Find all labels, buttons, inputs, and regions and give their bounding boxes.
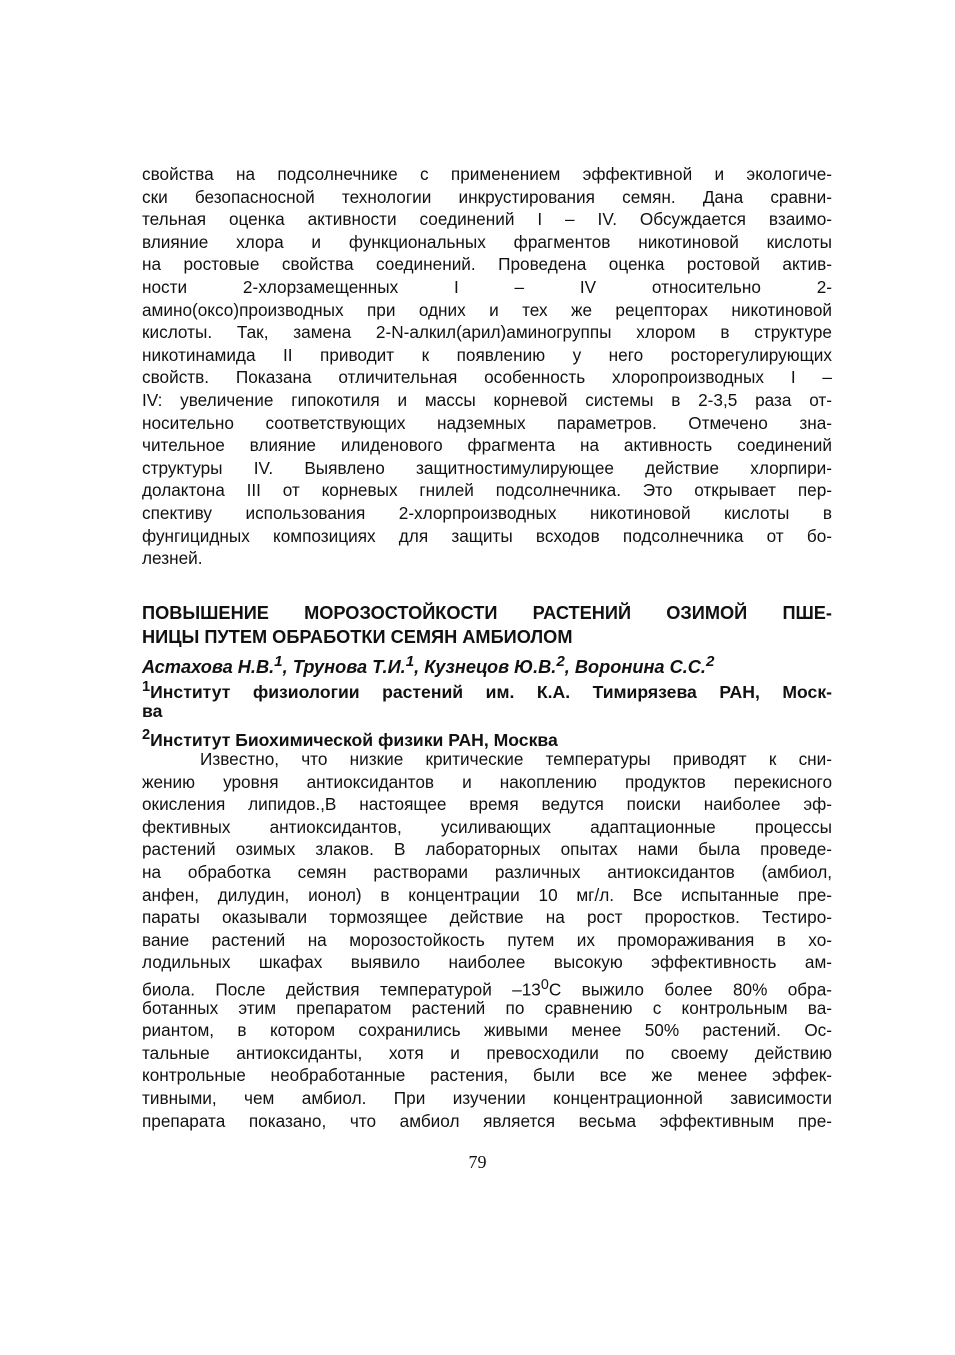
text-line: свойства на подсолнечнике с применением эффективной и экологиче- <box>142 164 832 184</box>
text-line: кислоты. Так, замена 2-N-алкил(арил)аминогруппы хлором в структуре <box>142 322 832 343</box>
affiliation-line: ва <box>142 700 163 721</box>
text-line: ботанных этим препаратом растений по сравнению с контрольным ва- <box>142 997 832 1018</box>
text-line: окисления липидов.,В настоящее время ведутся поиски наиболее эф- <box>142 794 832 815</box>
author-name: Астахова Н.В. <box>142 657 275 678</box>
text-line: Известно, что низкие критические температуры приводят к сни- <box>200 749 832 769</box>
text-line: IV: увеличение гипокотиля и массы корневой системы в 2-3,5 раза от- <box>142 389 832 410</box>
page-number: 79 <box>468 1152 487 1172</box>
text-line: носительно соответствующих надземных параметров. Отмечено зна- <box>142 412 832 433</box>
text-line: анфен, дилудин, ионол) в концентрации 10 мг/л. Все испытанные пре- <box>142 884 832 905</box>
text-line: ности 2-хлорзамещенных I – IV относительно 2- <box>142 276 832 297</box>
affiliation-mark: 1 <box>142 679 151 695</box>
affiliation-line: $^2$Институт Биохимической физики РАН, Москва <box>142 727 558 750</box>
text-line: влияние хлора и функциональных фрагментов никотиновой кислоты <box>142 231 832 252</box>
text-line: ски безопасносной технологии инкрустирования семян. Дана сравни- <box>142 186 832 207</box>
text-line: вание растений на морозостойкость путем их промораживания в хо- <box>142 929 832 950</box>
affiliation-mark: 2 <box>556 653 565 670</box>
affiliation-mark: 1 <box>405 653 415 670</box>
text-line: на ростовые свойства соединений. Проведена оценка ростовой актив- <box>142 254 832 275</box>
text-line: чительное влияние илиденового фрагмента на активность соединений <box>142 435 832 456</box>
text-line: контрольные необработанные растения, были все же менее эффек- <box>142 1065 832 1086</box>
text-line: фунгицидных композициях для защиты всходов подсолнечника от бо- <box>142 525 832 546</box>
text-line: растений озимых злаков. В лабораторных опытах нами была проведе- <box>142 839 832 860</box>
text-line: спективу использования 2-хлорпроизводных никотиновой кислоты в <box>142 502 832 523</box>
text-line: тальные антиоксиданты, хотя и превосходили по своему действию <box>142 1042 832 1063</box>
affiliation-mark: 1 <box>274 653 283 670</box>
article-title <box>142 602 832 649</box>
degree-mark: 0 <box>540 976 549 993</box>
author-name: Трунова Т.И. <box>292 657 406 678</box>
affiliation-mark: 2 <box>142 727 151 743</box>
text-line: лезней. <box>142 548 203 569</box>
text-line: тивными, чем амбиол. При изучении концентрационной зависимости <box>142 1087 832 1108</box>
previous-abstract-continuation <box>142 163 832 570</box>
text-line: биола. После действия температурой $-13^0С$ выжило более 80% обра- <box>142 976 832 1000</box>
affiliation-2 <box>142 724 832 748</box>
author-name: Воронина С.С. <box>574 657 706 678</box>
text-line: никотинамида II приводит к появлению у него росторегулирующих <box>142 344 832 365</box>
affiliation-1 <box>142 676 832 723</box>
text-line: на обработка семян растворами различных антиоксидантов (амбиол, <box>142 861 832 882</box>
text-line: риантом, в котором сохранились живыми менее 50% растений. Ос- <box>142 1020 832 1041</box>
text-line: лодильных шкафах выявило наиболее высокую эффективность ам- <box>142 952 832 973</box>
text-line: параты оказывали тормозящее действие на рост проростков. Тестиро- <box>142 907 832 928</box>
title-line: НИЦЫ ПУТЕМ ОБРАБОТКИ СЕМЯН АМБИОЛОМ <box>142 626 573 647</box>
text-line: тельная оценка активности соединений I – IV. Обсуждается взаимо- <box>142 209 832 230</box>
text-line: жению уровня антиоксидантов и накоплению продуктов перекисного <box>142 771 832 792</box>
author-name: Кузнецов Ю.В. <box>424 657 557 678</box>
text-line: долактона III от корневых гнилей подсолнечника. Это открывает пер- <box>142 480 832 501</box>
affiliation-mark: 2 <box>705 653 715 670</box>
text-line: амино(оксо)производных при одних и тех же рецепторах никотиновой <box>142 299 832 320</box>
abstract-body <box>142 748 832 1132</box>
text-line: препарата показано, что амбиол является весьма эффективным пре- <box>142 1110 832 1131</box>
affiliation-line: $^1$Институт физиологии растений им. К.А. Тимирязева РАН, Моск- <box>142 679 832 702</box>
text-line: структуры IV. Выявлено защитностимулирующее действие хлорпири- <box>142 457 832 478</box>
title-line: ПОВЫШЕНИЕ МОРОЗОСТОЙКОСТИ РАСТЕНИЙ ОЗИМОЙ ПШЕ- <box>142 603 832 623</box>
text-line: фективных антиоксидантов, усиливающих адаптационные процессы <box>142 816 832 837</box>
author-list <box>142 650 832 678</box>
text-line: свойств. Показана отличительная особенность хлоропроизводных I – <box>142 367 832 388</box>
authors-line: Астахова Н.В.$^1$, Трунова Т.И.$^1$, Кузнецов Ю.В.$^2$, Воронина С.С.$^2$ <box>142 653 715 678</box>
